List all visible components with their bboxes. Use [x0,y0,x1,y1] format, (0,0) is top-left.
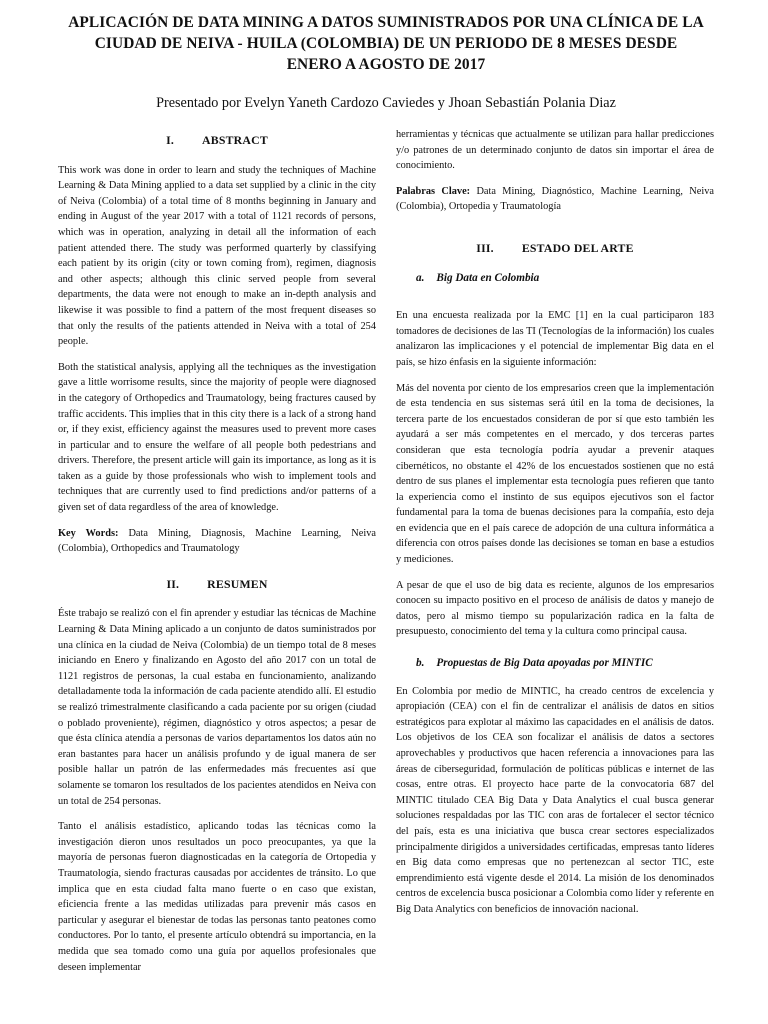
authors-line: Presentado por Evelyn Yaneth Cardozo Caviedes y Jhoan Sebastián Polania Diaz [156,95,616,111]
abstract-paragraph-2: Both the statistical analysis, applying all the techniques as the investigation gave a little worrisome results, since the majority of people were diagnosed in the category of Orthopedics and Traumatology, being fractures caused by traffic accidents. This implies that in this city there is a lack of a strong hand or, if they exist, efficiency against the measures used to prevent more cases in particular and to ensure the welfare of all people both pedestrians and drivers. Therefore, the present article will gain its importance, as long as it is taken as a guide by those professionals who wish to implement tools and techniques that are currently used to find predictions and/or patterns of a given set of data regardless of the area of knowledge. [58,361,376,514]
section-heading-estado [396,241,714,257]
section-title: ABSTRACT [202,133,268,147]
subsection-title: Propuestas de Big Data apoyadas por MINTIC [436,657,653,670]
section-number: II. [166,576,180,591]
estado-paragraph-4: En Colombia por medio de MINTIC, ha creado centros de excelencia y apropiación (CEA) con el fin de centralizar el análisis de datos en sitios estratégicos para explotar al máximo las capacidades en el análisis de datos. Los objetivos de los CEA son focalizar el análisis de datos a sectores aprovechables y productivos que hacen referencia a innovaciones para las áreas de ciberseguridad, formulación de políticas públicas e internet de las cosas, entre otras. El proyecto hace parte de la convocatoria 687 del MINTIC titulado CEA Big Data y Data Analytics el cual busca generar soluciones respaldadas por las TIC con aras de fortalecer el sector técnico del país, esta es una iniciativa que busca crear sectores especializados principalmente dirigidos a universidades certificadas, empresas tanto líderes en Big data como empresas que no pertenezcan al sector TIC, este emprendimiento está vigente desde el 2014. La misión de los denominados centros de excelencia busca posicionar a Colombia como líder y referente en Big Data Analytics con beneficios de innovación nacional. [396,685,714,915]
left-column [58,127,376,985]
key-words [58,526,376,557]
palabras-clave-label: Palabras Clave: [396,185,471,197]
section-title: ESTADO DEL ARTE [521,240,634,255]
estado-paragraph-3: A pesar de que el uso de big data es reciente, algunos de los empresarios conocen su impacto positivo en el proceso de análisis de datos y manejo de datos, pero al mismo tiempo su popularización radica en la falta de presupuesto, conocimiento del tema y la cultura como principal causa. [396,579,714,638]
estado-paragraph-1: En una encuesta realizada por la EMC [1] en la cual participaron 183 tomadores de decisiones de las TI (Tecnologías de la información) los cuales analizaron las implicaciones y el potencial de implementar Big data en el país, se hizo énfasis en la siguiente información: [396,310,714,368]
resumen-paragraph-1: Éste trabajo se realizó con el fin aprender y estudiar las técnicas de Machine Learning & Data Mining aplicado a un conjunto de datos suministrados por una clínica en la ciudad de Neiva (Colombia) de un tiempo total de 8 meses iniciando en Enero y finalizando en Agosto del año 2017 con un total de 1121 registros de personas, la cual estaba en funcionamiento, analizando detalladamente toda la información de cada paciente atendido allí. El estudio se realizó trimestralmente clasificando a cada paciente por su origen (ciudad o poblado proveniente), régimen, diagnóstico y otros aspectos; a pesar de que ésta clínica atendía a personas de varios departamentos los datos aún no eran bastantes para hacer un análisis profundo y de igual manera de ser posible hallar un patrón de las enfermedades más frecuentes así que solamente se tomaron los resultados de los pacientes atendidos en Neiva con un total de 254 personas. [58,608,376,807]
palabras-clave [396,184,714,215]
palabras-clave-text: Data Mining, Diagnóstico, Machine Learning, Neiva (Colombia), Ortopedia y Traumatología [396,185,714,213]
section-number: I. [166,133,175,147]
resumen-paragraph-2: Tanto el análisis estadístico, aplicando todas las técnicas como la investigación dieron unos resultados un poco preocupantes, ya que la mayoría de personas fueron diagnosticadas en la categoría de Ortopedia y Traumatología, siendo fracturas causadas por accidentes de tránsito. Lo que implica que en esta ciudad falta mano fuerte o en caso que existan, eficiencia frente a las medidas utilizadas para prevenir más casos en particular y asegurar el bienestar de todas las personas tanto peatones como conductores. Por lo tanto, el presente artículo obtendrá su importancia, en la medida que sea tomado como una guía por aquellos profesionales que deseen implementar [58,821,376,973]
subsection-number: b. [416,657,425,670]
estado-paragraph-2: Más del noventa por ciento de los empresarios creen que la implementación de esta tendencia en sus sistemas será útil en la toma de decisiones, la tercera parte de los encuestados consideran de por sí que esto también les ayudará a ser más competentes en el mercado, y dos terceras partes consideran que esta tecnología podría ayudar a prevenir ataques cibernéticos, no obstante el 42% de los encuestados sostienen que no está dentro de sus planes el implementar esta tecnología pues refieren que tanto la experiencia como el instinto de sus equipos ejecutivos son el factor fundamental para la toma de buenas decisiones para la compañía, esto deja en evidencia que en el país carece de adopción de una cultura informática a diferencia con otros países donde las decisiones se toman en base a estudios y mediciones. [396,382,714,566]
subsection-title: Big Data en Colombia [436,271,540,284]
subsection-heading-a [416,271,714,287]
resumen-continuation: herramientas y técnicas que actualmente se utilizan para hallar predicciones y/o patrones de un determinado conjunto de datos sin importar el área de conocimiento. [396,129,714,172]
paper-title: APLICACIÓN DE DATA MINING A DATOS SUMINISTRADOS POR UNA CLÍNICA DE LA CIUDAD DE NEIVA - HUILA (COLOMBIA) DE UN PERIODO DE 8 MESES DESDE ENERO A AGOSTO DE 2017 [68,14,704,73]
section-heading-abstract [58,133,376,149]
section-number: III. [476,240,494,255]
two-column-body [58,127,714,985]
key-words-text: Data Mining, Diagnosis, Machine Learning, Neiva (Colombia), Orthopedics and Traumatology [58,527,376,555]
abstract-paragraph-1: This work was done in order to learn and study the techniques of Machine Learning & Data Mining applied to a data set supplied by a clinic in the city of Neiva (Colombia) of a total time of 8 months beginning in January and ending in August of the year 2017 with a total of 1121 records of persons, which was in operation, analyzing in detail all the information of each patient attended there. The study was performed quarterly by classifying each patient by its origin (city or town coming from), regimen, diagnosis and other aspects; although this clinic served people from several departments, the data were not enough to make an in-depth analysis and likewise it was possible to find a pattern of the most frequent diseases so that only the results of the patients attended in Neiva with a total of 254 people. [58,164,376,348]
key-words-label: Key Words: [58,527,119,539]
subsection-heading-b [416,656,714,672]
subsection-number: a. [416,271,425,284]
section-heading-resumen [58,577,376,593]
section-title: RESUMEN [207,576,268,591]
right-column [396,127,714,985]
